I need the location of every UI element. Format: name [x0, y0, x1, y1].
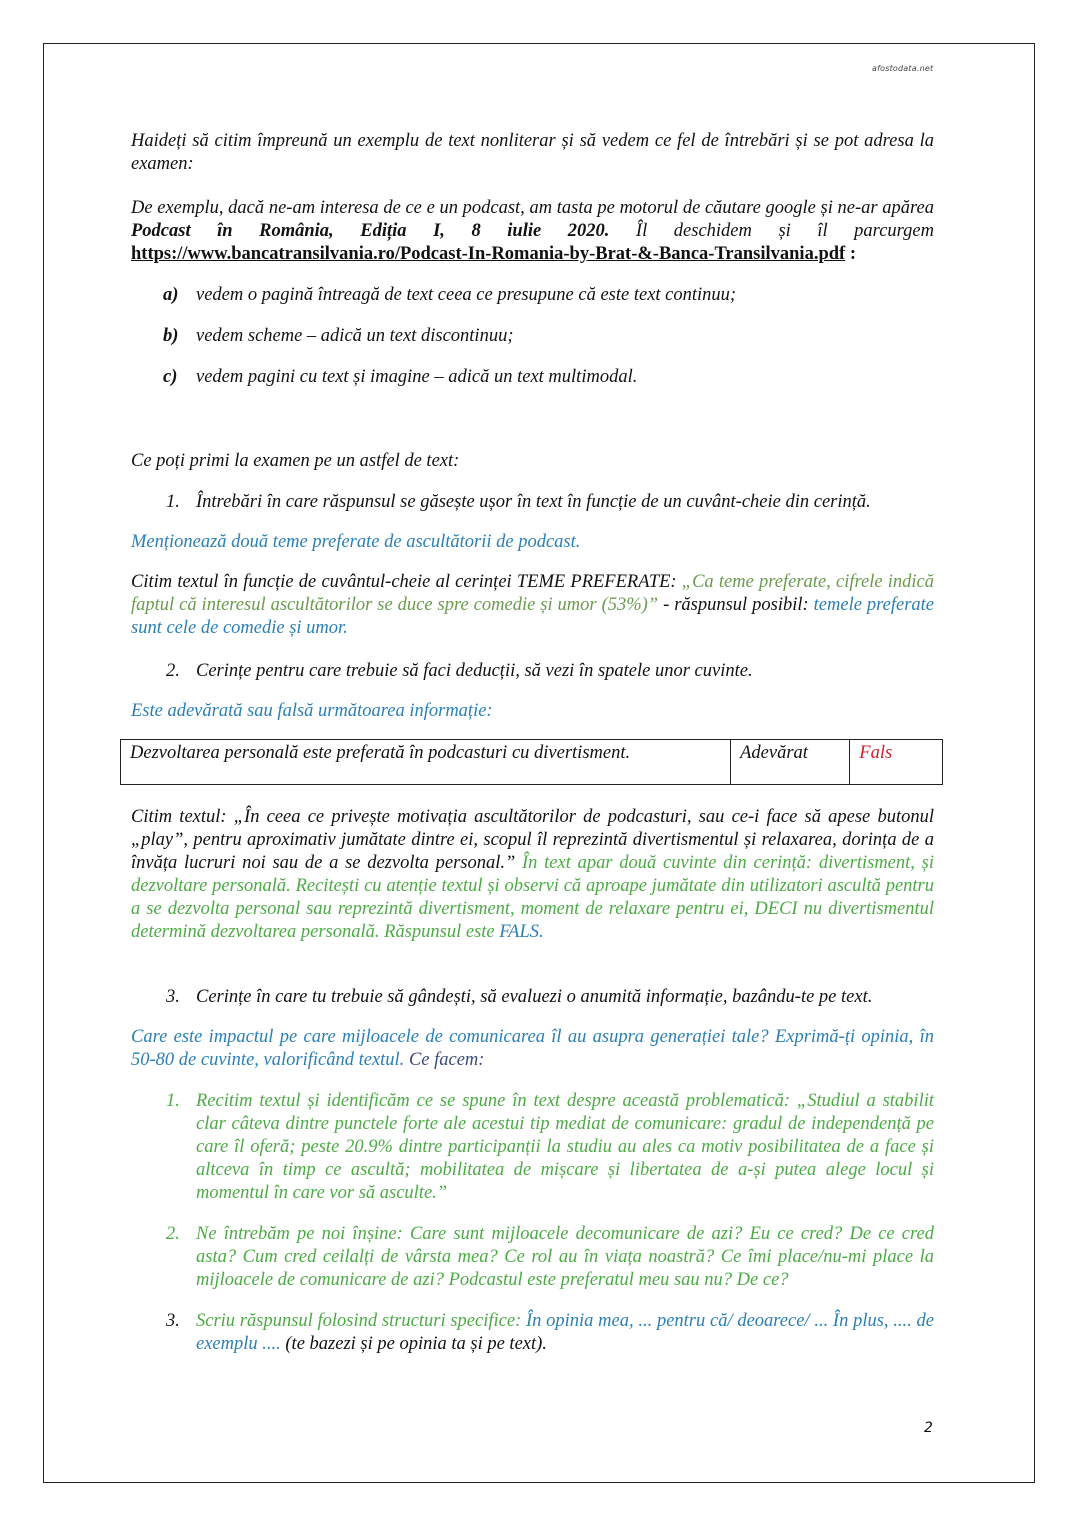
explanation-quote: Citim textul: „În ceea ce privește motivația ascultătorilor de podcasturi, sau ce-i face să apese butonul „play”, pentru aproximativ jumătate dintre ei, scopul îl reprezintă divertismentul și relaxarea, dorința de a învăța lucruri noi sau de a se dezvolta personal.”	[131, 807, 934, 873]
section-2-explanation	[131, 806, 934, 944]
step-number: 2.	[166, 1224, 180, 1244]
explanation-analysis: În text apar două cuvinte din cerință: divertisment, și dezvoltare personală. Recitești cu atenție textul și observi că aproape jumătate din utilizatori ascultă pentru a se dezvolta personal sau reprezintă divertisment, moment de relaxare pentru ei, DECI nu divertismentul determină dezvoltarea personală. Răspunsul este	[131, 853, 934, 942]
table-row	[121, 740, 943, 785]
section-title: Întrebări în care răspunsul se găsește ușor în text în funcție de un cuvânt-cheie din cerință.	[196, 492, 871, 512]
section-number: 1.	[166, 492, 180, 512]
page-number: 2	[924, 1420, 933, 1436]
answer-final: temele preferate sunt cele de comedie și umor.	[131, 595, 934, 638]
section-2-question: Este adevărată sau falsă următoarea informație:	[131, 701, 493, 721]
option-false-cell[interactable]: Fals	[850, 740, 943, 785]
exam-intro: Ce poți primi la examen pe un astfel de text:	[131, 451, 460, 471]
step-text-structures: În opinia mea, ... pentru că/ deoarece/ ... În plus, .... de exemplu ....	[196, 1311, 934, 1354]
true-false-table	[120, 739, 943, 785]
explanation-answer: FALS.	[499, 922, 544, 942]
step-text-note: (te bazezi și pe opinia ta și pe text).	[280, 1334, 547, 1354]
watermark: afostodata.net	[872, 64, 934, 73]
section-title: Cerințe în care tu trebuie să gândești, să evaluezi o anumită informație, bazându-te pe text.	[196, 987, 873, 1007]
step-number: 1.	[166, 1091, 180, 1111]
answer-intro: Citim textul în funcție de cuvântul-cheie al cerinței TEME PREFERATE:	[131, 572, 682, 592]
step-text-green: Scriu răspunsul folosind structuri specifice:	[196, 1311, 526, 1331]
option-true-cell[interactable]: Adevărat	[731, 740, 850, 785]
question-text: Care este impactul pe care mijloacele de comunicarea îl au asupra generației tale? Exprimă-ți opinia, în 50-80 de cuvinte, valorificând textul.	[131, 1027, 934, 1070]
section-number: 3.	[166, 987, 180, 1007]
intro-example-text-mid: Îl deschidem și îl parcurgem	[609, 221, 934, 241]
list-marker: c)	[163, 367, 178, 387]
step-number: 3.	[166, 1311, 180, 1331]
list-marker: a)	[163, 285, 179, 305]
section-1-question: Menționează două teme preferate de ascultătorii de podcast.	[131, 532, 581, 552]
intro-example-paragraph	[131, 197, 934, 266]
intro-colon: :	[845, 244, 856, 264]
section-number: 2.	[166, 661, 180, 681]
intro-paragraph: Haideți să citim împreună un exemplu de text nonliterar și să vedem ce fel de întrebări și se pot adresa la examen:	[131, 131, 934, 174]
document-link[interactable]: https://www.bancatransilvania.ro/Podcast-In-Romania-by-Brat-&-Banca-Transilvania.pdf	[131, 244, 846, 264]
list-item-text: vedem pagini cu text și imagine – adică un text multimodal.	[196, 367, 638, 387]
step-text	[196, 1310, 934, 1356]
list-item-text: vedem scheme – adică un text discontinuu;	[196, 326, 514, 346]
answer-connector: - răspunsul posibil:	[658, 595, 814, 615]
step-text: Recitim textul și identificăm ce se spune în text despre această problematică: „Studiul a stabilit clar câteva dintre punctele forte ale acestui tip mediat de comunicare: gradul de independență pe care îl oferă; peste 20.9% dintre participanții la studiu au ales ca motiv posibilitatea de a face și altceva în timp ce ascultă; mobilitatea de mișcare și libertatea de a-și putea alege locul și momentul în care vor să asculte.”	[196, 1091, 934, 1203]
list-marker: b)	[163, 326, 179, 346]
document-title: Podcast în România, Ediția I, 8 iulie 2020.	[131, 221, 610, 241]
statement-cell: Dezvoltarea personală este preferată în podcasturi cu divertisment.	[121, 740, 731, 785]
list-item-text: vedem o pagină întreagă de text ceea ce presupune că este text continuu;	[196, 285, 737, 305]
answer-quote: „Ca teme preferate, cifrele indică faptul că interesul ascultătorilor se duce spre comedie și umor (53%)”	[131, 572, 935, 615]
question-tail: Ce facem:	[404, 1050, 485, 1070]
intro-example-text: De exemplu, dacă ne-am interesa de ce e un podcast, am tasta pe motorul de căutare google și ne-ar apărea	[131, 198, 934, 218]
step-text: Ne întrebăm pe noi înșine: Care sunt mijloacele decomunicare de azi? Eu ce cred? De ce cred asta? Cum cred ceilalți de vârsta mea? Ce rol au în viața noastră? Ce îmi place/nu-mi place la mijloacele de comunicare de azi? Podcastul este preferatul meu sau nu? De ce?	[196, 1224, 934, 1290]
section-1-answer	[131, 571, 934, 640]
section-title: Cerințe pentru care trebuie să faci deducții, să vezi în spatele unor cuvinte.	[196, 661, 753, 681]
section-3-question	[131, 1026, 934, 1072]
